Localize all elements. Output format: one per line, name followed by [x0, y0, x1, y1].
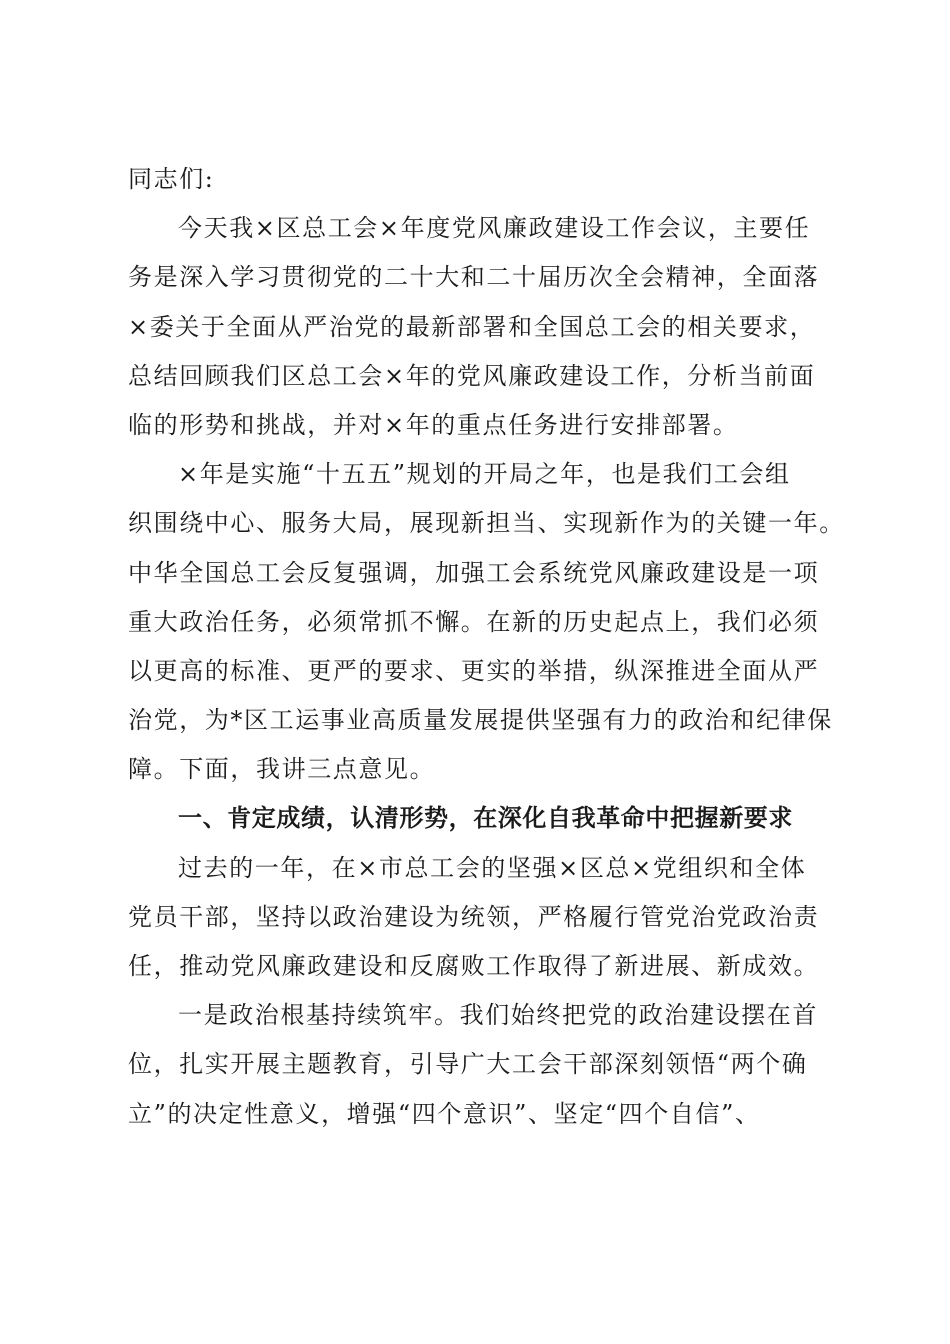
paragraph-line: ×委关于全面从严治党的最新部署和全国总工会的相关要求， [128, 312, 816, 341]
paragraph-line: 过去的一年，在×市总工会的坚强×区总×党组织和全体 [178, 853, 807, 882]
paragraph-line: 党员干部，坚持以政治建设为统领，严格履行管党治党政治责 [128, 902, 820, 931]
paragraph-line: 障。下面，我讲三点意见。 [128, 755, 436, 784]
document-body [128, 155, 845, 1139]
paragraph-line: 任，推动党风廉政建设和反腐败工作取得了新进展、新成效。 [128, 952, 820, 980]
paragraph-line: 临的形势和挑战，并对×年的重点任务进行安排部署。 [128, 410, 739, 439]
paragraph-line: 今天我×区总工会×年度党风廉政建设工作会议，主要任 [178, 214, 811, 243]
paragraph-line: 中华全国总工会反复强调，加强工会系统党风廉政建设是一项 [128, 558, 820, 587]
paragraph-line: ×年是实施“十五五”规划的开局之年，也是我们工会组 [178, 460, 791, 489]
paragraph-line: 织围绕中心、服务大局，展现新担当、实现新作为的关键一年。 [128, 509, 845, 538]
paragraph-line: 以更高的标准、更严的要求、更实的举措，纵深推进全面从严 [128, 656, 820, 685]
section-heading: 一、肯定成绩，认清形势，在深化自我革命中把握新要求 [178, 804, 793, 833]
paragraph-line: 一是政治根基持续筑牢。我们始终把党的政治建设摆在首 [178, 1001, 818, 1030]
salutation: 同志们: [128, 165, 215, 193]
paragraph-line: 务是深入学习贯彻党的二十大和二十届历次全会精神，全面落 [128, 263, 820, 292]
paragraph-line: 总结回顾我们区总工会×年的党风廉政建设工作，分析当前面 [128, 361, 816, 390]
paragraph-line: 重大政治任务，必须常抓不懈。在新的历史起点上，我们必须 [128, 607, 820, 636]
paragraph-line: 位，扎实开展主题教育，引导广大工会干部深刻领悟“两个确 [128, 1050, 808, 1079]
paragraph-line: 治党，为*区工运事业高质量发展提供坚强有力的政治和纪律保 [128, 706, 833, 735]
paragraph-line: 立”的决定性意义，增强“四个意识”、坚定“四个自信”、 [128, 1099, 761, 1128]
